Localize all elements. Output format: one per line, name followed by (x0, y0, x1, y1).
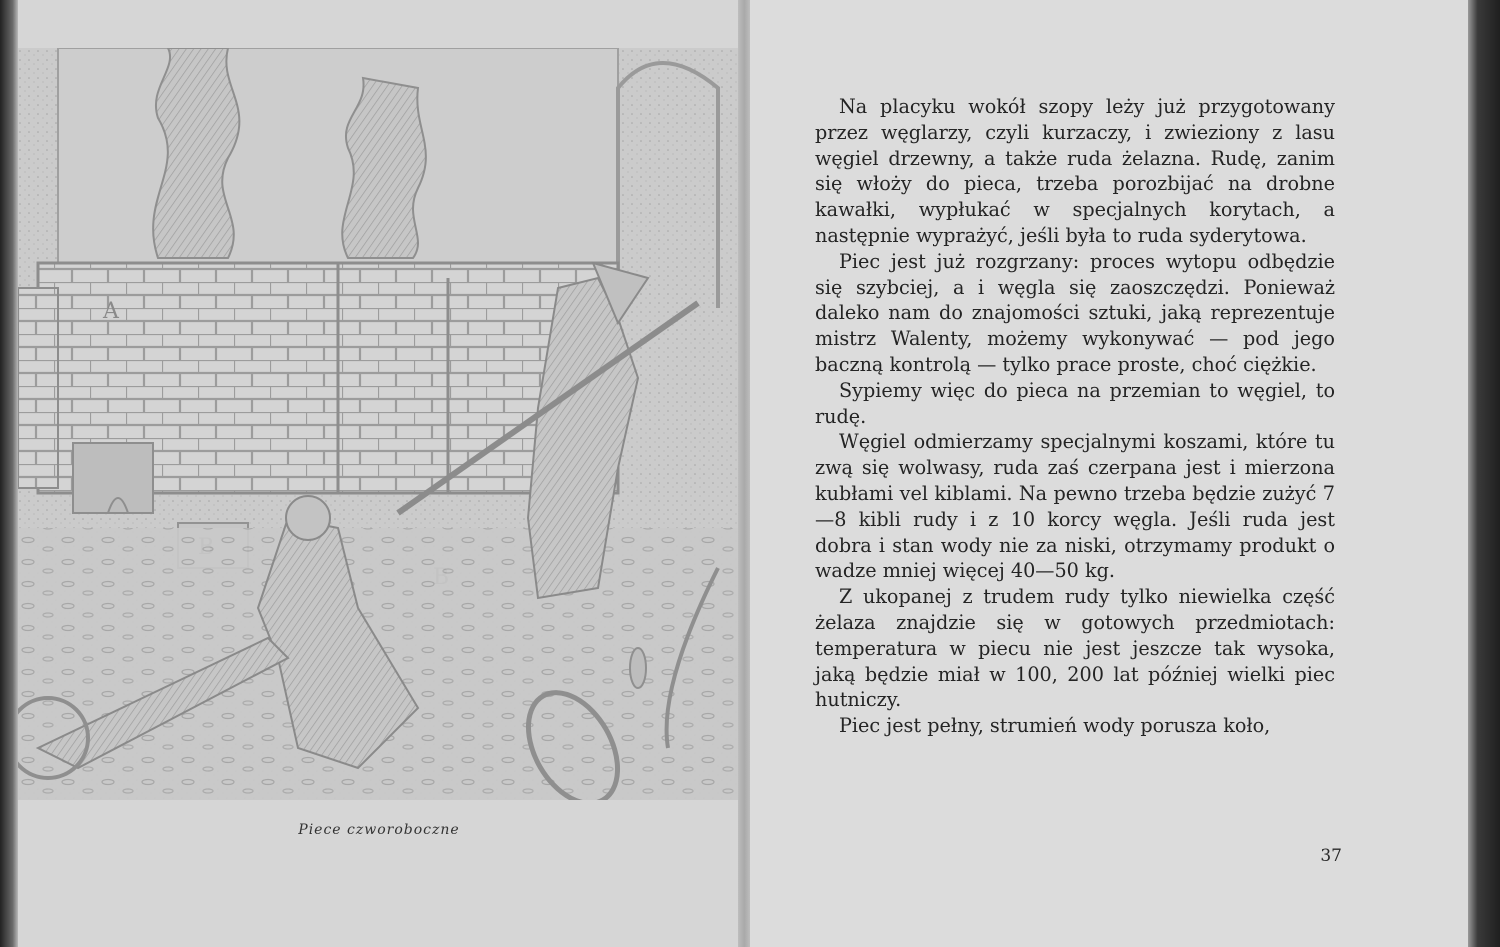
paragraph: Piec jest już rozgrzany: proces wytopu odbędzie się szybciej, a i węgla się zaoszczędzi. Ponieważ daleko nam do znajomości sztuki, jaką reprezentuje mistrz Walenty, możemy wykonywać — pod jego baczną kontrolą — tylko prace proste, choć ciężkie. (815, 249, 1335, 376)
book-edge-right (1468, 0, 1500, 947)
page-number: 37 (1320, 846, 1342, 866)
paragraph: Piec jest pełny, strumień wody porusza koło, (839, 714, 1271, 738)
woodcut-illustration (18, 48, 740, 800)
paragraph: Z ukopanej z trudem rudy tylko niewielka część żelaza znajdzie się w gotowych przedmiotach: temperatura w piecu nie jest jeszcze tak wysoka, jaką będzie miał w 100, 200 lat później wielki piec hutniczy. (815, 585, 1335, 712)
body-text (815, 94, 1335, 739)
left-page (18, 0, 740, 947)
figure-caption: Piece czworoboczne (298, 822, 460, 838)
book-edge-left (0, 0, 18, 947)
paragraph: Węgiel odmierzamy specjalnymi koszami, które tu zwą się wolwasy, ruda zaś czerpana jest i mierzona kubłami vel kiblami. Na pewno trzeba będzie zużyć 7—8 kibli rudy i z 10 korcy węgla. Jeśli ruda jest dobra i stan wody nie za niski, otrzymamy produkt o wadze mniej więcej 40—50 kg. (815, 430, 1335, 583)
paragraph: Na placyku wokół szopy leży już przygotowany przez węglarzy, czyli kurzaczy, i zwieziony z lasu węgiel drzewny, a także ruda żelazna. Rudę, zanim się włoży do pieca, trzeba porozbijać na drobne kawałki, wypłukać w specjalnych korytach, a następnie wyprażyć, jeśli była to ruda syderytowa. (815, 95, 1335, 247)
right-page (750, 0, 1468, 947)
figure-letter-a: A (103, 299, 119, 324)
paragraph: Sypiemy więc do pieca na przemian to węgiel, to rudę. (815, 378, 1335, 428)
woodcut-furnace-icon (18, 48, 740, 800)
